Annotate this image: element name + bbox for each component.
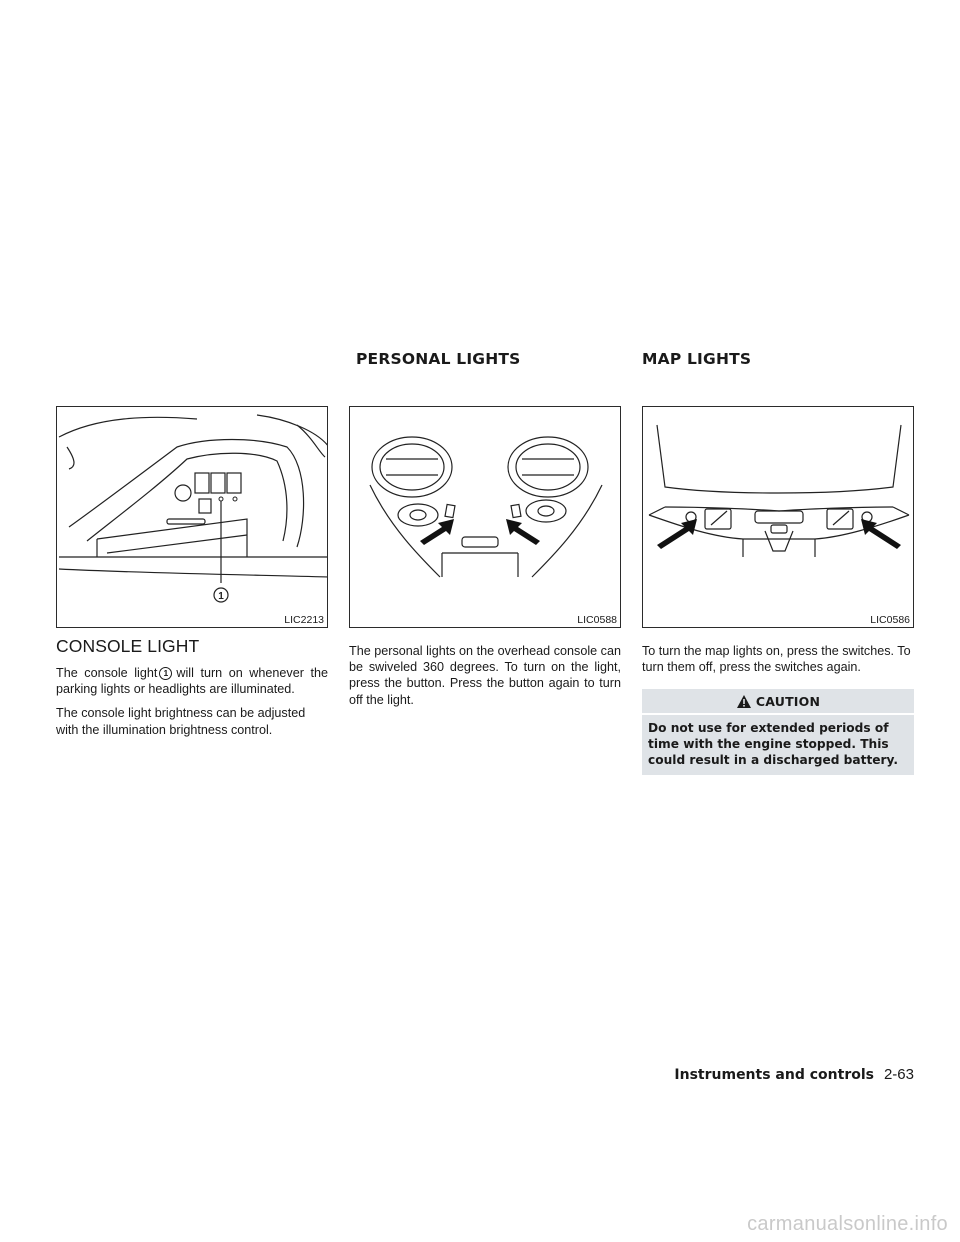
console-light-paragraph-1	[56, 665, 328, 697]
map-lights-illustration	[643, 407, 914, 628]
callout-1-label: 1	[218, 591, 224, 602]
warning-triangle-icon	[736, 694, 752, 709]
figure-code-left: LIC2213	[284, 614, 324, 626]
personal-lights-illustration	[350, 407, 621, 628]
page-number: 2-63	[883, 1066, 914, 1083]
caution-box	[642, 689, 914, 775]
console-light-illustration	[57, 407, 328, 628]
page-footer	[674, 1066, 914, 1083]
console-light-column	[56, 636, 328, 746]
footer-section-name: Instruments and controls	[674, 1067, 874, 1083]
personal-lights-paragraph: The personal lights on the overhead console can be swiveled 360 degrees. To turn on the light, press the button. Press the button again to turn off the light.	[349, 644, 621, 707]
personal-lights-column	[349, 643, 621, 716]
map-lights-figure	[642, 406, 914, 628]
figure-code-middle: LIC0588	[577, 614, 617, 626]
caution-header	[642, 689, 914, 715]
map-lights-column	[642, 643, 914, 775]
callout-1-inline-marker: 1	[159, 667, 172, 680]
caution-title: CAUTION	[755, 693, 821, 709]
personal-lights-figure	[349, 406, 621, 628]
console-light-paragraph-2: The console light brightness can be adjusted with the illumination brightness control.	[56, 706, 306, 737]
console-light-figure	[56, 406, 328, 628]
console-para1-start: The console light	[56, 666, 158, 680]
personal-lights-heading: PERSONAL LIGHTS	[356, 350, 521, 368]
console-para1-end: will turn on whenever the parking lights or headlights are illuminated.	[56, 666, 328, 697]
console-light-title: CONSOLE LIGHT	[56, 636, 200, 656]
figure-code-right: LIC0586	[870, 614, 910, 626]
caution-text: Do not use for extended periods of time with the engine stopped. This could result in a discharged battery.	[648, 721, 899, 768]
watermark: carmanualsonline.info	[747, 1213, 948, 1235]
map-lights-paragraph: To turn the map lights on, press the switches. To turn them off, press the switches again.	[642, 644, 911, 675]
map-lights-heading: MAP LIGHTS	[642, 350, 752, 368]
